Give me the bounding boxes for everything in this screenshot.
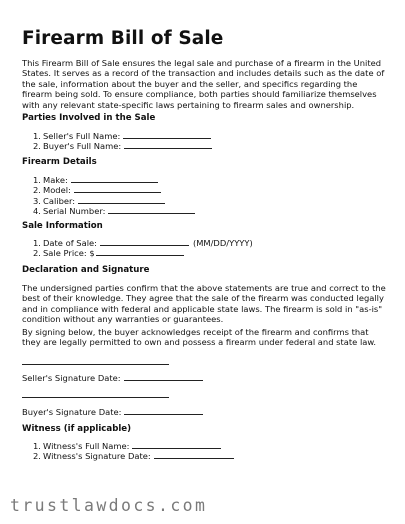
witness-heading: Witness (if applicable)	[22, 424, 132, 434]
make-row	[33, 175, 195, 185]
list-number: 2.	[33, 185, 41, 196]
list-number: 4.	[33, 206, 41, 217]
caliber-field[interactable]	[78, 196, 165, 204]
seller-name-row	[33, 131, 212, 141]
witness-signature-date-row	[33, 451, 234, 461]
list-number: 1.	[33, 131, 41, 141]
seller-signature-date-field[interactable]	[124, 373, 203, 381]
seller-signature-line[interactable]	[22, 364, 169, 365]
firearm-heading: Firearm Details	[22, 157, 97, 167]
sale-date-field[interactable]	[100, 238, 189, 246]
serial-number-field[interactable]	[108, 206, 195, 214]
serial-number-label: Serial Number:	[43, 206, 106, 217]
caliber-row	[33, 196, 195, 206]
buyer-signature-line[interactable]	[22, 397, 169, 398]
buyer-name-field[interactable]	[124, 141, 212, 149]
seller-name-label: Seller's Full Name:	[43, 131, 121, 141]
document-title: Firearm Bill of Sale	[22, 28, 224, 49]
sale-date-row	[33, 238, 253, 248]
caliber-label: Caliber:	[43, 195, 76, 206]
seller-signature-date-row	[22, 373, 203, 383]
serial-number-row	[33, 206, 195, 216]
make-label: Make:	[43, 175, 68, 185]
sale-list	[33, 238, 253, 259]
seller-name-field[interactable]	[123, 131, 211, 139]
sale-date-label: Date of Sale:	[43, 238, 97, 248]
parties-list	[33, 131, 212, 152]
sale-price-field[interactable]	[96, 248, 184, 256]
sale-price-row	[33, 248, 253, 258]
declaration-heading: Declaration and Signature	[22, 265, 150, 275]
buyer-signature-date-label: Buyer's Signature Date:	[22, 407, 122, 417]
witness-list	[33, 441, 234, 462]
witness-name-field[interactable]	[132, 441, 221, 449]
list-number: 1.	[33, 175, 41, 185]
witness-name-row	[33, 441, 234, 451]
list-number: 3.	[33, 195, 41, 206]
date-format-hint: (MM/DD/YYYY)	[192, 238, 253, 248]
sale-price-label: Sale Price: $	[43, 248, 95, 259]
declaration-paragraph: The undersigned parties confirm that the above statements are true and correct to the best of their knowledge. They agree that the sale of the firearm was conducted legally and in compliance with federal and applicable state laws. The firearm is sold in "as-is" condition without any warranties or guarantees.	[22, 283, 386, 325]
list-number: 2.	[33, 451, 41, 462]
buyer-name-label: Buyer's Full Name:	[43, 141, 122, 152]
buyer-signature-date-row	[22, 407, 203, 417]
witness-signature-date-field[interactable]	[154, 451, 234, 459]
list-number: 1.	[33, 441, 41, 451]
sale-heading: Sale Information	[22, 221, 103, 231]
make-field[interactable]	[71, 175, 158, 183]
acknowledgement-paragraph: By signing below, the buyer acknowledges receipt of the firearm and confirms that they are legally permitted to own and possess a firearm under federal and state law.	[22, 327, 377, 348]
list-number: 2.	[33, 141, 41, 152]
watermark: trustlawdocs.com	[10, 496, 208, 515]
list-number: 1.	[33, 238, 41, 248]
model-row	[33, 185, 195, 195]
witness-name-label: Witness's Full Name:	[43, 441, 130, 451]
buyer-name-row	[33, 141, 212, 151]
list-number: 2.	[33, 248, 41, 259]
model-label: Model:	[43, 185, 71, 196]
parties-heading: Parties Involved in the Sale	[22, 113, 156, 123]
witness-signature-date-label: Witness's Signature Date:	[43, 451, 151, 462]
firearm-list	[33, 175, 195, 217]
model-field[interactable]	[74, 185, 161, 193]
intro-paragraph: This Firearm Bill of Sale ensures the legal sale and purchase of a firearm in the United States. It serves as a record of the transaction and includes details such as the date of the sale, information about the buyer and the seller, and specifics regarding the firearm being sold. To ensure compliance, both parties should familiarize themselves with any relevant state-specific laws pertaining to firearm sales and ownership.	[22, 58, 385, 110]
seller-signature-date-label: Seller's Signature Date:	[22, 373, 121, 383]
buyer-signature-date-field[interactable]	[124, 407, 203, 415]
